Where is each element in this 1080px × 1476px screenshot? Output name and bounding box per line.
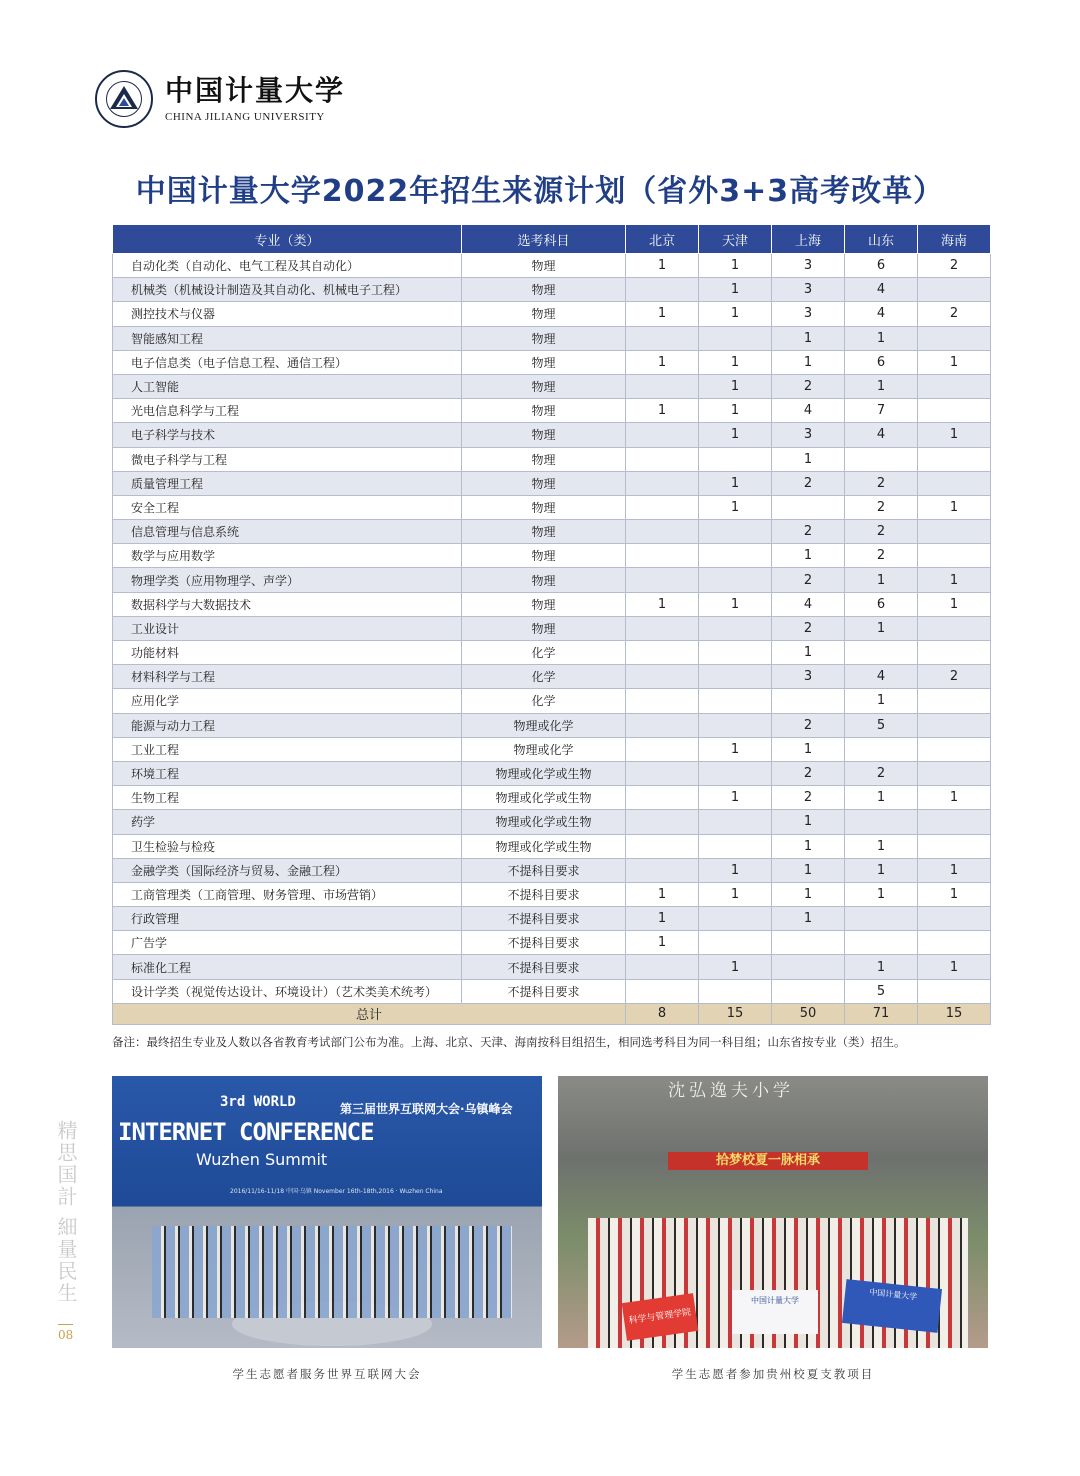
quota-cell <box>699 665 772 689</box>
subject-requirement: 物理 <box>462 544 626 568</box>
quota-cell <box>699 979 772 1003</box>
table-row <box>113 931 991 955</box>
quota-cell <box>918 447 991 471</box>
quota-cell: 4 <box>845 302 918 326</box>
quota-cell: 3 <box>772 423 845 447</box>
subject-requirement: 物理 <box>462 520 626 544</box>
table-row <box>113 616 991 640</box>
quota-cell: 1 <box>699 278 772 302</box>
quota-cell <box>626 374 699 398</box>
quota-cell <box>626 786 699 810</box>
table-row <box>113 520 991 544</box>
table-row <box>113 761 991 785</box>
subject-requirement: 物理 <box>462 254 626 278</box>
table-row <box>113 689 991 713</box>
quota-cell <box>772 955 845 979</box>
quota-cell: 2 <box>772 471 845 495</box>
subject-requirement: 不提科目要求 <box>462 979 626 1003</box>
quota-cell: 1 <box>772 350 845 374</box>
major-name: 安全工程 <box>113 495 462 519</box>
quota-cell: 1 <box>845 374 918 398</box>
quota-cell: 1 <box>845 882 918 906</box>
photo1-caption: 学生志愿者服务世界互联网大会 <box>232 1367 422 1381</box>
major-name: 工业设计 <box>113 616 462 640</box>
quota-cell <box>626 520 699 544</box>
table-header-row <box>113 225 991 254</box>
quota-cell <box>626 955 699 979</box>
table-row <box>113 641 991 665</box>
column-header: 北京 <box>626 225 699 254</box>
quota-cell: 1 <box>699 882 772 906</box>
flag-white: 中国计量大学 <box>732 1290 818 1334</box>
table-row <box>113 955 991 979</box>
quota-cell: 6 <box>845 592 918 616</box>
quota-cell: 1 <box>845 326 918 350</box>
quota-cell: 1 <box>772 447 845 471</box>
subject-requirement: 物理或化学或生物 <box>462 786 626 810</box>
total-cell: 15 <box>699 1003 772 1024</box>
quota-cell <box>626 810 699 834</box>
table-row <box>113 399 991 423</box>
quota-cell: 1 <box>918 495 991 519</box>
quota-cell: 4 <box>845 278 918 302</box>
column-header: 选考科目 <box>462 225 626 254</box>
quota-cell: 1 <box>845 955 918 979</box>
table-row <box>113 713 991 737</box>
quota-cell <box>699 834 772 858</box>
major-name: 药学 <box>113 810 462 834</box>
quota-cell <box>918 520 991 544</box>
quota-cell: 5 <box>845 713 918 737</box>
table-row <box>113 834 991 858</box>
subject-requirement: 不提科目要求 <box>462 858 626 882</box>
quota-cell <box>626 737 699 761</box>
quota-cell <box>772 689 845 713</box>
major-name: 能源与动力工程 <box>113 713 462 737</box>
quota-cell: 1 <box>772 544 845 568</box>
quota-cell: 1 <box>699 374 772 398</box>
quota-cell: 1 <box>699 471 772 495</box>
quota-cell: 1 <box>626 350 699 374</box>
quota-cell <box>772 979 845 1003</box>
subject-requirement: 物理 <box>462 350 626 374</box>
table-row <box>113 568 991 592</box>
quota-cell <box>699 616 772 640</box>
quota-cell <box>626 278 699 302</box>
quota-cell: 4 <box>845 665 918 689</box>
quota-cell: 2 <box>845 544 918 568</box>
quota-cell <box>845 907 918 931</box>
major-name: 光电信息科学与工程 <box>113 399 462 423</box>
quota-cell: 1 <box>626 931 699 955</box>
quota-cell <box>626 979 699 1003</box>
table-row <box>113 737 991 761</box>
quota-cell <box>918 834 991 858</box>
university-logo <box>95 70 345 128</box>
major-name: 自动化类（自动化、电气工程及其自动化） <box>113 254 462 278</box>
quota-cell <box>699 568 772 592</box>
quota-cell: 1 <box>772 326 845 350</box>
logo-chinese-name: 中国计量大学 <box>165 74 346 107</box>
quota-cell: 1 <box>845 616 918 640</box>
quota-cell: 2 <box>772 761 845 785</box>
quota-cell <box>918 737 991 761</box>
subject-requirement: 化学 <box>462 665 626 689</box>
table-row <box>113 423 991 447</box>
photo-teaching-project <box>558 1076 988 1348</box>
quota-cell <box>699 810 772 834</box>
table-row <box>113 786 991 810</box>
table-row <box>113 592 991 616</box>
quota-cell <box>918 689 991 713</box>
subject-requirement: 物理 <box>462 616 626 640</box>
quota-cell: 1 <box>918 423 991 447</box>
quota-cell <box>626 616 699 640</box>
quota-cell <box>699 713 772 737</box>
footnote: 备注：最终招生专业及人数以各省教育考试部门公布为准。上海、北京、天津、海南按科目组招生，相同选考科目为同一科目组；山东省按专业（类）招生。 <box>112 1035 906 1049</box>
major-name: 信息管理与信息系统 <box>113 520 462 544</box>
volunteer-group <box>152 1226 512 1318</box>
major-name: 微电子科学与工程 <box>113 447 462 471</box>
quota-cell: 1 <box>626 254 699 278</box>
quota-cell <box>626 568 699 592</box>
major-name: 应用化学 <box>113 689 462 713</box>
quota-cell: 2 <box>772 786 845 810</box>
quota-cell: 3 <box>772 278 845 302</box>
quota-cell: 1 <box>918 882 991 906</box>
quota-cell: 1 <box>699 786 772 810</box>
quota-cell: 1 <box>918 955 991 979</box>
quota-cell: 2 <box>918 254 991 278</box>
table-row <box>113 278 991 302</box>
quota-cell <box>845 641 918 665</box>
quota-cell: 2 <box>772 374 845 398</box>
subject-requirement: 物理 <box>462 302 626 326</box>
subject-requirement: 物理 <box>462 399 626 423</box>
quota-cell: 1 <box>626 907 699 931</box>
quota-cell: 1 <box>699 302 772 326</box>
quota-cell: 2 <box>772 616 845 640</box>
table-row <box>113 858 991 882</box>
quota-cell: 1 <box>699 399 772 423</box>
total-cell: 15 <box>918 1003 991 1024</box>
quota-cell <box>845 737 918 761</box>
quota-cell: 6 <box>845 254 918 278</box>
quota-cell: 1 <box>845 786 918 810</box>
total-cell: 71 <box>845 1003 918 1024</box>
table-row <box>113 979 991 1003</box>
quota-cell <box>918 979 991 1003</box>
subject-requirement: 物理 <box>462 374 626 398</box>
total-cell: 8 <box>626 1003 699 1024</box>
quota-cell <box>699 326 772 350</box>
conference-name: INTERNET CONFERENCE <box>118 1118 374 1146</box>
quota-cell <box>699 907 772 931</box>
quota-cell <box>845 931 918 955</box>
column-header: 天津 <box>699 225 772 254</box>
quota-cell <box>626 544 699 568</box>
quota-cell <box>626 689 699 713</box>
quota-cell <box>918 399 991 423</box>
quota-cell: 1 <box>772 641 845 665</box>
major-name: 电子科学与技术 <box>113 423 462 447</box>
enrollment-plan-table <box>112 224 991 1025</box>
quota-cell: 4 <box>845 423 918 447</box>
major-name: 材料科学与工程 <box>113 665 462 689</box>
quota-cell: 1 <box>772 882 845 906</box>
major-name: 质量管理工程 <box>113 471 462 495</box>
quota-cell: 1 <box>699 254 772 278</box>
table-row <box>113 544 991 568</box>
quota-cell: 1 <box>918 786 991 810</box>
quota-cell <box>918 374 991 398</box>
quota-cell: 1 <box>845 568 918 592</box>
quota-cell: 1 <box>772 834 845 858</box>
quota-cell: 1 <box>918 568 991 592</box>
subject-requirement: 不提科目要求 <box>462 955 626 979</box>
quota-cell <box>918 931 991 955</box>
quota-cell: 5 <box>845 979 918 1003</box>
quota-cell: 1 <box>918 858 991 882</box>
subject-requirement: 化学 <box>462 689 626 713</box>
table-row <box>113 350 991 374</box>
quota-cell: 6 <box>845 350 918 374</box>
flag-red: 科学与管理学院 <box>622 1293 699 1341</box>
quota-cell: 4 <box>772 399 845 423</box>
subject-requirement: 物理 <box>462 471 626 495</box>
major-name: 广告学 <box>113 931 462 955</box>
quota-cell <box>772 495 845 519</box>
quota-cell: 2 <box>845 495 918 519</box>
subject-requirement: 不提科目要求 <box>462 907 626 931</box>
quota-cell: 1 <box>626 302 699 326</box>
subject-requirement: 不提科目要求 <box>462 931 626 955</box>
conference-summit: Wuzhen Summit <box>196 1150 328 1169</box>
school-sign: 沈弘逸夫小学 <box>668 1081 794 1101</box>
quota-cell <box>626 447 699 471</box>
major-name: 工商管理类（工商管理、财务管理、市场营销） <box>113 882 462 906</box>
quota-cell <box>626 858 699 882</box>
subject-requirement: 物理 <box>462 447 626 471</box>
quota-cell: 2 <box>845 761 918 785</box>
quota-cell: 1 <box>845 834 918 858</box>
column-header: 专业（类） <box>113 225 462 254</box>
subject-requirement: 物理 <box>462 326 626 350</box>
quota-cell: 1 <box>699 495 772 519</box>
quota-cell <box>845 447 918 471</box>
quota-cell <box>772 931 845 955</box>
quota-cell <box>626 834 699 858</box>
quota-cell: 1 <box>626 399 699 423</box>
quota-cell: 1 <box>626 882 699 906</box>
quota-cell: 1 <box>699 592 772 616</box>
page-title: 中国计量大学2022年招生来源计划（省外3+3高考改革） <box>135 174 945 209</box>
quota-cell: 2 <box>845 520 918 544</box>
quota-cell <box>918 810 991 834</box>
quota-cell <box>918 761 991 785</box>
quota-cell: 3 <box>772 254 845 278</box>
quota-cell: 1 <box>699 858 772 882</box>
major-name: 工业工程 <box>113 737 462 761</box>
column-header: 山东 <box>845 225 918 254</box>
university-seal-icon <box>95 70 153 128</box>
major-name: 数据科学与大数据技术 <box>113 592 462 616</box>
quota-cell: 1 <box>845 689 918 713</box>
quota-cell: 2 <box>772 568 845 592</box>
quota-cell: 2 <box>845 471 918 495</box>
quota-cell: 1 <box>918 592 991 616</box>
quota-cell: 2 <box>772 713 845 737</box>
table-row <box>113 810 991 834</box>
page-number: 08 <box>58 1324 73 1342</box>
quota-cell <box>918 907 991 931</box>
table-row <box>113 447 991 471</box>
major-name: 行政管理 <box>113 907 462 931</box>
table-row <box>113 471 991 495</box>
quota-cell <box>918 616 991 640</box>
major-name: 人工智能 <box>113 374 462 398</box>
major-name: 机械类（机械设计制造及其自动化、机械电子工程） <box>113 278 462 302</box>
major-name: 物理学类（应用物理学、声学） <box>113 568 462 592</box>
side-motto: 精思国計 細量民生 <box>54 1120 78 1305</box>
major-name: 生物工程 <box>113 786 462 810</box>
quota-cell: 1 <box>845 858 918 882</box>
quota-cell <box>626 713 699 737</box>
table-row <box>113 907 991 931</box>
logo-english-name: CHINA JILIANG UNIVERSITY <box>165 111 325 123</box>
quota-cell: 3 <box>772 665 845 689</box>
major-name: 测控技术与仪器 <box>113 302 462 326</box>
quota-cell: 1 <box>918 350 991 374</box>
quota-cell: 7 <box>845 399 918 423</box>
quota-cell: 1 <box>699 737 772 761</box>
table-row <box>113 882 991 906</box>
quota-cell <box>699 544 772 568</box>
quota-cell <box>626 495 699 519</box>
major-name: 数学与应用数学 <box>113 544 462 568</box>
table-row <box>113 495 991 519</box>
quota-cell <box>626 761 699 785</box>
quota-cell: 2 <box>918 665 991 689</box>
subject-requirement: 物理或化学或生物 <box>462 761 626 785</box>
table-row <box>113 665 991 689</box>
quota-cell <box>699 761 772 785</box>
major-name: 环境工程 <box>113 761 462 785</box>
quota-cell: 2 <box>772 520 845 544</box>
quota-cell: 1 <box>772 907 845 931</box>
red-banner: 拾梦校夏一脉相承 <box>668 1152 868 1170</box>
quota-cell <box>845 810 918 834</box>
subject-requirement: 物理 <box>462 423 626 447</box>
quota-cell <box>626 641 699 665</box>
column-header: 海南 <box>918 225 991 254</box>
subject-requirement: 物理或化学或生物 <box>462 810 626 834</box>
major-name: 金融学类（国际经济与贸易、金融工程） <box>113 858 462 882</box>
subject-requirement: 物理或化学或生物 <box>462 834 626 858</box>
quota-cell <box>626 423 699 447</box>
photo-internet-conference <box>112 1076 542 1348</box>
quota-cell: 1 <box>699 955 772 979</box>
major-name: 卫生检验与检疫 <box>113 834 462 858</box>
quota-cell: 1 <box>772 737 845 761</box>
quota-cell <box>626 326 699 350</box>
subject-requirement: 物理 <box>462 495 626 519</box>
subject-requirement: 物理 <box>462 278 626 302</box>
quota-cell: 2 <box>918 302 991 326</box>
flag-blue: 中国计量大学 <box>842 1279 942 1333</box>
column-header: 上海 <box>772 225 845 254</box>
total-row <box>113 1003 991 1024</box>
conference-chinese-name: 第三届世界互联网大会·乌镇峰会 <box>340 1102 513 1116</box>
conference-date: 2016/11/16-11/18 中国·乌镇 November 16th-18th,2016 · Wuzhen China <box>230 1188 443 1195</box>
table-row <box>113 302 991 326</box>
quota-cell <box>918 278 991 302</box>
quota-cell <box>918 471 991 495</box>
major-name: 功能材料 <box>113 641 462 665</box>
table-row <box>113 254 991 278</box>
major-name: 智能感知工程 <box>113 326 462 350</box>
subject-requirement: 不提科目要求 <box>462 882 626 906</box>
quota-cell <box>699 447 772 471</box>
total-label: 总计 <box>113 1003 626 1024</box>
quota-cell: 1 <box>699 350 772 374</box>
total-cell: 50 <box>772 1003 845 1024</box>
quota-cell <box>918 544 991 568</box>
quota-cell: 3 <box>772 302 845 326</box>
subject-requirement: 物理 <box>462 568 626 592</box>
quota-cell: 1 <box>772 858 845 882</box>
subject-requirement: 化学 <box>462 641 626 665</box>
quota-cell <box>918 713 991 737</box>
quota-cell: 4 <box>772 592 845 616</box>
major-name: 设计学类（视觉传达设计、环境设计）（艺术类美术统考） <box>113 979 462 1003</box>
quota-cell <box>699 641 772 665</box>
quota-cell: 1 <box>772 810 845 834</box>
major-name: 电子信息类（电子信息工程、通信工程） <box>113 350 462 374</box>
quota-cell <box>699 520 772 544</box>
quota-cell <box>699 931 772 955</box>
quota-cell <box>918 641 991 665</box>
quota-cell <box>699 689 772 713</box>
quota-cell: 1 <box>626 592 699 616</box>
major-name: 标准化工程 <box>113 955 462 979</box>
subject-requirement: 物理或化学 <box>462 737 626 761</box>
conference-edition: 3rd WORLD <box>220 1094 296 1110</box>
photo2-caption: 学生志愿者参加贵州校夏支教项目 <box>671 1367 875 1381</box>
subject-requirement: 物理 <box>462 592 626 616</box>
quota-cell <box>918 326 991 350</box>
table-row <box>113 326 991 350</box>
quota-cell <box>626 471 699 495</box>
quota-cell <box>626 665 699 689</box>
quota-cell: 1 <box>699 423 772 447</box>
table-row <box>113 374 991 398</box>
subject-requirement: 物理或化学 <box>462 713 626 737</box>
